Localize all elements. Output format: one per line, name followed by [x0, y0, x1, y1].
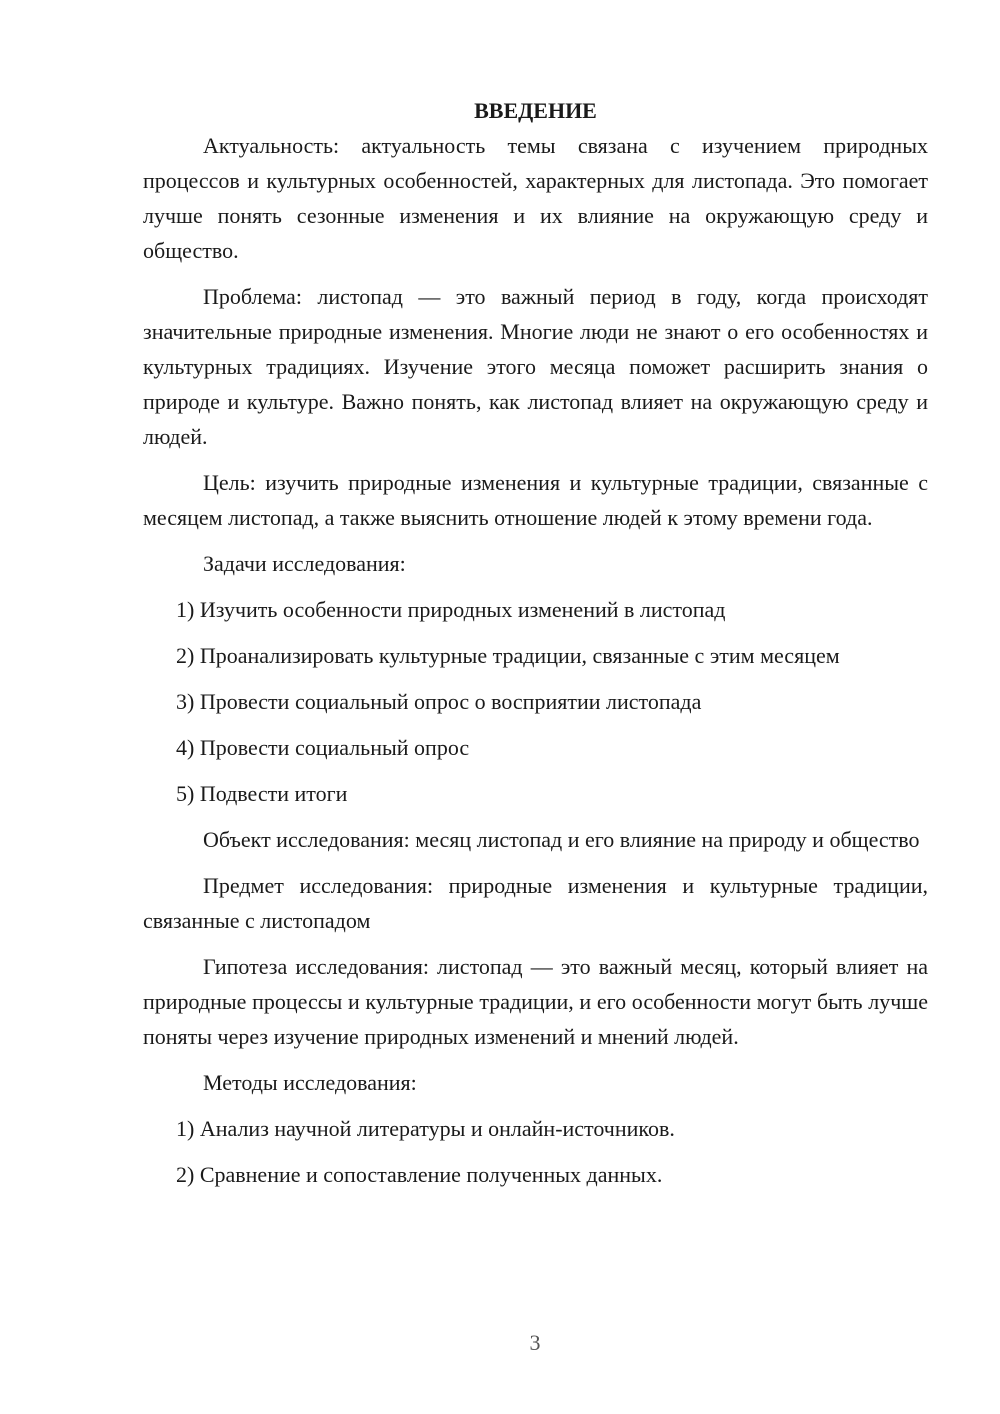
hypothesis-paragraph: Гипотеза исследования: листопад — это важный месяц, который влияет на природные процессы и культурные традиции, и его особенности могут быть лучше поняты через изучение природных изменений и мнений людей.: [143, 954, 928, 1049]
goal-paragraph: Цель: изучить природные изменения и культурные традиции, связанные с месяцем листопад, а также выяснить отношение людей к этому времени года.: [143, 470, 928, 530]
task-item: 4) Провести социальный опрос: [176, 735, 470, 760]
task-item: 3) Провести социальный опрос о восприятии листопада: [176, 689, 702, 714]
object-paragraph: Объект исследования: месяц листопад и его влияние на природу и общество: [203, 827, 920, 852]
problem-paragraph: Проблема: листопад — это важный период в году, когда происходят значительные природные изменения. Многие люди не знают о его особенностях и культурных традициях. Изучение этого месяца поможет расширить знания о природе и культуре. Важно понять, как листопад влияет на окружающую среду и людей.: [143, 284, 928, 449]
page-content: [143, 93, 928, 1203]
subject-paragraph: Предмет исследования: природные изменения и культурные традиции, связанные с листопадом: [143, 873, 928, 933]
method-item: 2) Сравнение и сопоставление полученных данных.: [176, 1162, 663, 1187]
page-title: ВВЕДЕНИЕ: [474, 98, 597, 123]
page-number: 3: [529, 1330, 541, 1355]
tasks-heading: Задачи исследования:: [203, 551, 406, 576]
methods-list: [143, 1111, 928, 1192]
task-item: 2) Проанализировать культурные традиции, связанные с этим месяцем: [176, 643, 840, 668]
method-item: 1) Анализ научной литературы и онлайн-источников.: [176, 1116, 675, 1141]
relevance-paragraph: Актуальность: актуальность темы связана с изучением природных процессов и культурных особенностей, характерных для листопада. Это помогает лучше понять сезонные изменения и их влияние на окружающую среду и общество.: [143, 133, 928, 263]
task-item: 1) Изучить особенности природных изменений в листопад: [176, 597, 726, 622]
task-item: 5) Подвести итоги: [176, 781, 348, 806]
methods-heading: Методы исследования:: [203, 1070, 417, 1095]
tasks-list: [143, 592, 928, 811]
